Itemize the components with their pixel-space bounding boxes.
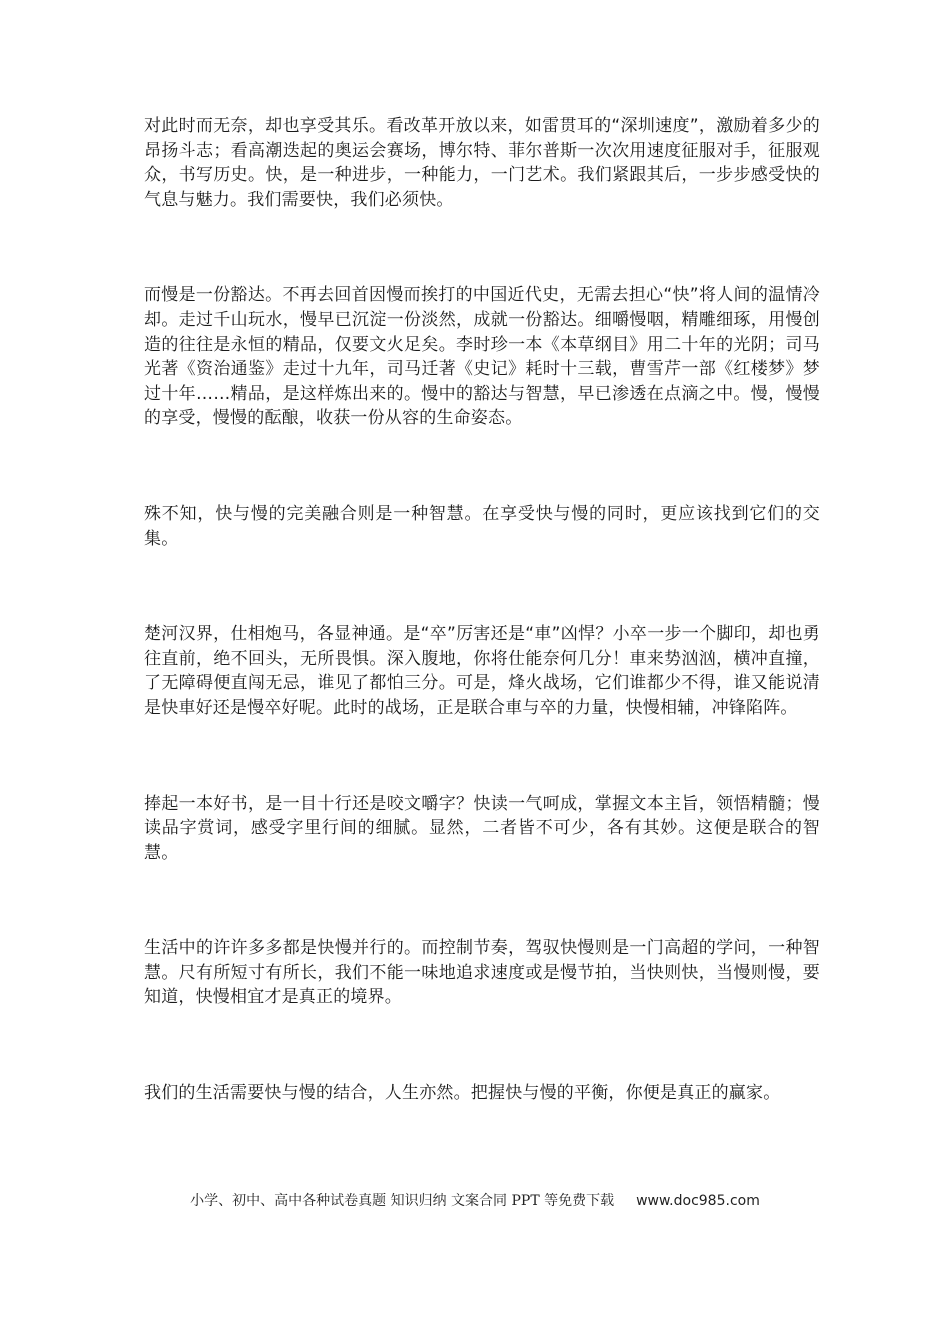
page-footer (0, 1190, 950, 1210)
footer-url[interactable]: www.doc985.com (636, 1193, 760, 1209)
paragraph-5: 捧起一本好书，是一目十行还是咬文嚼字？快读一气呵成，掌握文本主旨，领悟精髓；慢读品字赏词，感受字里行间的细腻。显然，二者皆不可少，各有其妙。这便是联合的智慧。 (144, 793, 820, 863)
paragraph-3: 殊不知，快与慢的完美融合则是一种智慧。在享受快与慢的同时，更应该找到它们的交集。 (144, 503, 820, 549)
paragraph-4: 楚河汉界，仕相炮马，各显神通。是“卒”厉害还是“車”凶悍？小卒一步一个脚印，却也勇往直前，绝不回头，无所畏惧。深入腹地，你将仕能奈何几分！車来势汹汹，横冲直撞，了无障碍便直闯无忌，谁见了都怕三分。可是，烽火战场，它们谁都少不得，谁又能说清是快車好还是慢卒好呢。此时的战场，正是联合車与卒的力量，快慢相辅，冲锋陷阵。 (144, 624, 820, 718)
paragraph-1: 对此时而无奈，却也享受其乐。看改革开放以来，如雷贯耳的“深圳速度”，激励着多少的昂扬斗志；看高潮迭起的奥运会赛场，博尔特、菲尔普斯一次次用速度征服对手，征服观众，书写历史。快，是一种进步，一种能力，一门艺术。我们紧跟其后，一步步感受快的气息与魅力。我们需要快，我们必须快。 (144, 116, 820, 210)
paragraph-7: 我们的生活需要快与慢的结合，人生亦然。把握快与慢的平衡，你便是真正的赢家。 (144, 1083, 781, 1104)
article-body (144, 114, 820, 1177)
paragraph-6: 生活中的许许多多都是快慢并行的。而控制节奏，驾驭快慢则是一门高超的学问，一种智慧。尺有所短寸有所长，我们不能一味地追求速度或是慢节拍，当快则快，当慢则慢，要知道，快慢相宜才是真正的境界。 (144, 938, 820, 1008)
paragraph-2: 而慢是一份豁达。不再去回首因慢而挨打的中国近代史，无需去担心“快”将人间的温情冷却。走过千山玩水，慢早已沉淀一份淡然，成就一份豁达。细嚼慢咽，精雕细琢，用慢创造的往往是永恒的精品，仅要文火足矣。李时珍一本《本草纲目》用二十年的光阴；司马光著《资治通鉴》走过十九年，司马迁著《史记》耗时十三载，曹雪芹一部《红楼梦》梦过十年……精品，是这样炼出来的。慢中的豁达与智慧，早已渗透在点滴之中。慢，慢慢的享受，慢慢的酝酿，收获一份从容的生命姿态。 (144, 285, 820, 429)
footer-text: 小学、初中、高中各种试卷真题 知识归纳 文案合同 PPT 等免费下载 (190, 1193, 615, 1209)
